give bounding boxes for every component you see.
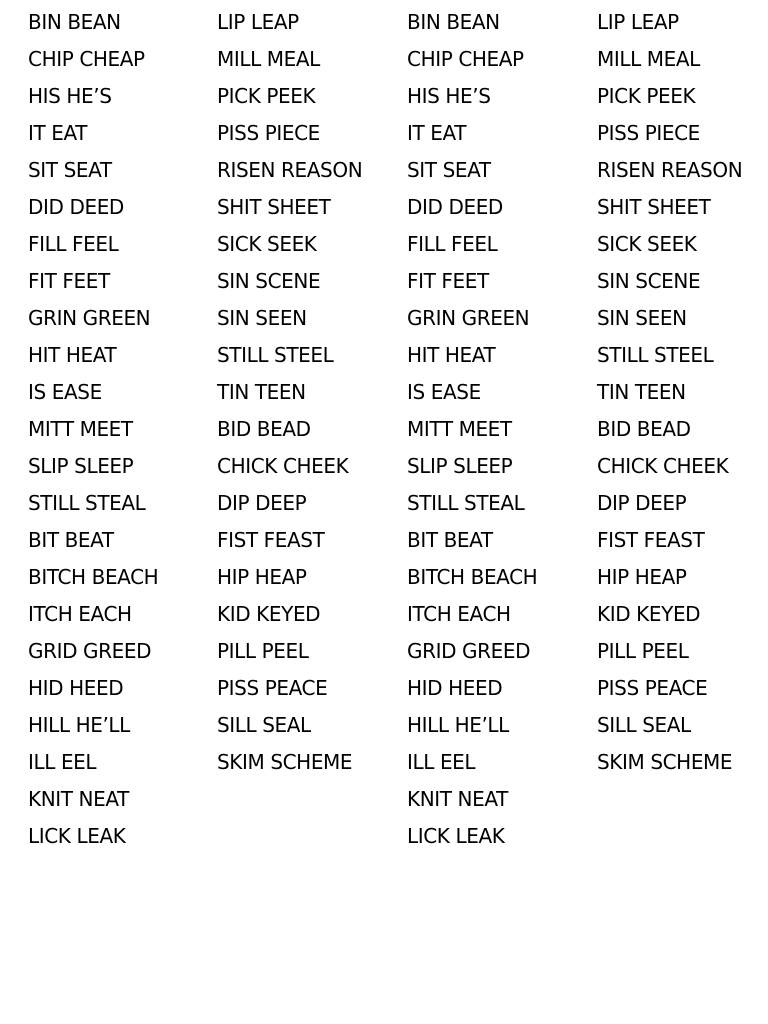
word-pair: CHIP CHEAP xyxy=(28,47,145,71)
word-pair: FIST FEAST xyxy=(217,528,325,552)
word-pair: SICK SEEK xyxy=(217,232,317,256)
word-pair: IT EAT xyxy=(28,121,88,145)
word-pair: SHIT SHEET xyxy=(597,195,711,219)
word-pair: PISS PEACE xyxy=(217,676,328,700)
word-pair: HIS HE’S xyxy=(407,84,491,108)
word-pair: STILL STEEL xyxy=(597,343,714,367)
word-pair: STILL STEAL xyxy=(28,491,146,515)
word-pair: RISEN REASON xyxy=(217,158,363,182)
word-pair: HIT HEAT xyxy=(28,343,117,367)
word-pair: ILL EEL xyxy=(407,750,476,774)
word-pair: BIT BEAT xyxy=(407,528,493,552)
word-pair: HIT HEAT xyxy=(407,343,496,367)
word-pair: GRID GREED xyxy=(407,639,531,663)
word-pair: PISS PEACE xyxy=(597,676,708,700)
word-pair: BIN BEAN xyxy=(407,10,500,34)
word-pair: CHICK CHEEK xyxy=(597,454,729,478)
word-pair: DID DEED xyxy=(28,195,124,219)
word-pair: IS EASE xyxy=(28,380,102,404)
word-pair: BIT BEAT xyxy=(28,528,114,552)
word-pair: HIP HEAP xyxy=(597,565,687,589)
word-pair: BITCH BEACH xyxy=(28,565,159,589)
word-pair: MITT MEET xyxy=(28,417,133,441)
word-pair: SICK SEEK xyxy=(597,232,697,256)
word-pair: HIS HE’S xyxy=(28,84,112,108)
word-pair: PILL PEEL xyxy=(597,639,689,663)
word-pair: GRID GREED xyxy=(28,639,152,663)
word-pair: STILL STEEL xyxy=(217,343,334,367)
word-pair: SILL SEAL xyxy=(597,713,691,737)
word-pair: MILL MEAL xyxy=(217,47,320,71)
word-pair: ITCH EACH xyxy=(28,602,132,626)
word-pair: STILL STEAL xyxy=(407,491,525,515)
word-pair: DIP DEEP xyxy=(597,491,687,515)
word-pair: PICK PEEK xyxy=(597,84,696,108)
word-pair: TIN TEEN xyxy=(217,380,306,404)
word-pair: SLIP SLEEP xyxy=(407,454,513,478)
word-pair: RISEN REASON xyxy=(597,158,743,182)
word-pair: PILL PEEL xyxy=(217,639,309,663)
word-column-3 xyxy=(407,7,582,858)
word-pair: SIN SEEN xyxy=(217,306,307,330)
word-pair: SLIP SLEEP xyxy=(28,454,134,478)
word-pair: SHIT SHEET xyxy=(217,195,331,219)
word-pair: DID DEED xyxy=(407,195,503,219)
word-pair: PISS PIECE xyxy=(597,121,700,145)
word-pair: FILL FEEL xyxy=(28,232,119,256)
word-pair: HIP HEAP xyxy=(217,565,307,589)
word-pair: IS EASE xyxy=(407,380,481,404)
word-pair: BID BEAD xyxy=(597,417,691,441)
word-pair: MITT MEET xyxy=(407,417,512,441)
word-pair: FIST FEAST xyxy=(597,528,705,552)
word-pair: HILL HE’LL xyxy=(28,713,130,737)
word-column-1 xyxy=(28,7,203,858)
word-pair: SKIM SCHEME xyxy=(217,750,353,774)
word-pair: PICK PEEK xyxy=(217,84,316,108)
word-pair: HILL HE’LL xyxy=(407,713,509,737)
word-pair: SIN SCENE xyxy=(597,269,701,293)
word-pair: KNIT NEAT xyxy=(407,787,508,811)
word-pair: IT EAT xyxy=(407,121,467,145)
word-pair: ILL EEL xyxy=(28,750,97,774)
word-pair: LICK LEAK xyxy=(28,824,126,848)
word-column-2 xyxy=(217,7,392,784)
word-pair: DIP DEEP xyxy=(217,491,307,515)
word-pair: HID HEED xyxy=(407,676,503,700)
word-pair: SIT SEAT xyxy=(407,158,491,182)
word-pair: CHICK CHEEK xyxy=(217,454,349,478)
word-pair: SIN SCENE xyxy=(217,269,321,293)
word-pair: SIT SEAT xyxy=(28,158,112,182)
word-pair: ITCH EACH xyxy=(407,602,511,626)
word-pair: MILL MEAL xyxy=(597,47,700,71)
word-pair: CHIP CHEAP xyxy=(407,47,524,71)
word-pair: KNIT NEAT xyxy=(28,787,129,811)
word-pair: GRIN GREEN xyxy=(28,306,151,330)
word-pair: BITCH BEACH xyxy=(407,565,538,589)
word-pair: KID KEYED xyxy=(597,602,701,626)
word-pair: BIN BEAN xyxy=(28,10,121,34)
word-pair: KID KEYED xyxy=(217,602,321,626)
word-pair: LICK LEAK xyxy=(407,824,505,848)
word-pair: SIN SEEN xyxy=(597,306,687,330)
word-pair: LIP LEAP xyxy=(597,10,679,34)
word-pair: BID BEAD xyxy=(217,417,311,441)
word-column-4 xyxy=(597,7,768,784)
word-pair: GRIN GREEN xyxy=(407,306,530,330)
word-pair: FILL FEEL xyxy=(407,232,498,256)
word-pair: FIT FEET xyxy=(407,269,489,293)
word-pair: FIT FEET xyxy=(28,269,110,293)
word-pair: SKIM SCHEME xyxy=(597,750,733,774)
word-pair: HID HEED xyxy=(28,676,124,700)
word-pair: TIN TEEN xyxy=(597,380,686,404)
word-pair: LIP LEAP xyxy=(217,10,299,34)
word-pair: SILL SEAL xyxy=(217,713,311,737)
word-pair: PISS PIECE xyxy=(217,121,320,145)
